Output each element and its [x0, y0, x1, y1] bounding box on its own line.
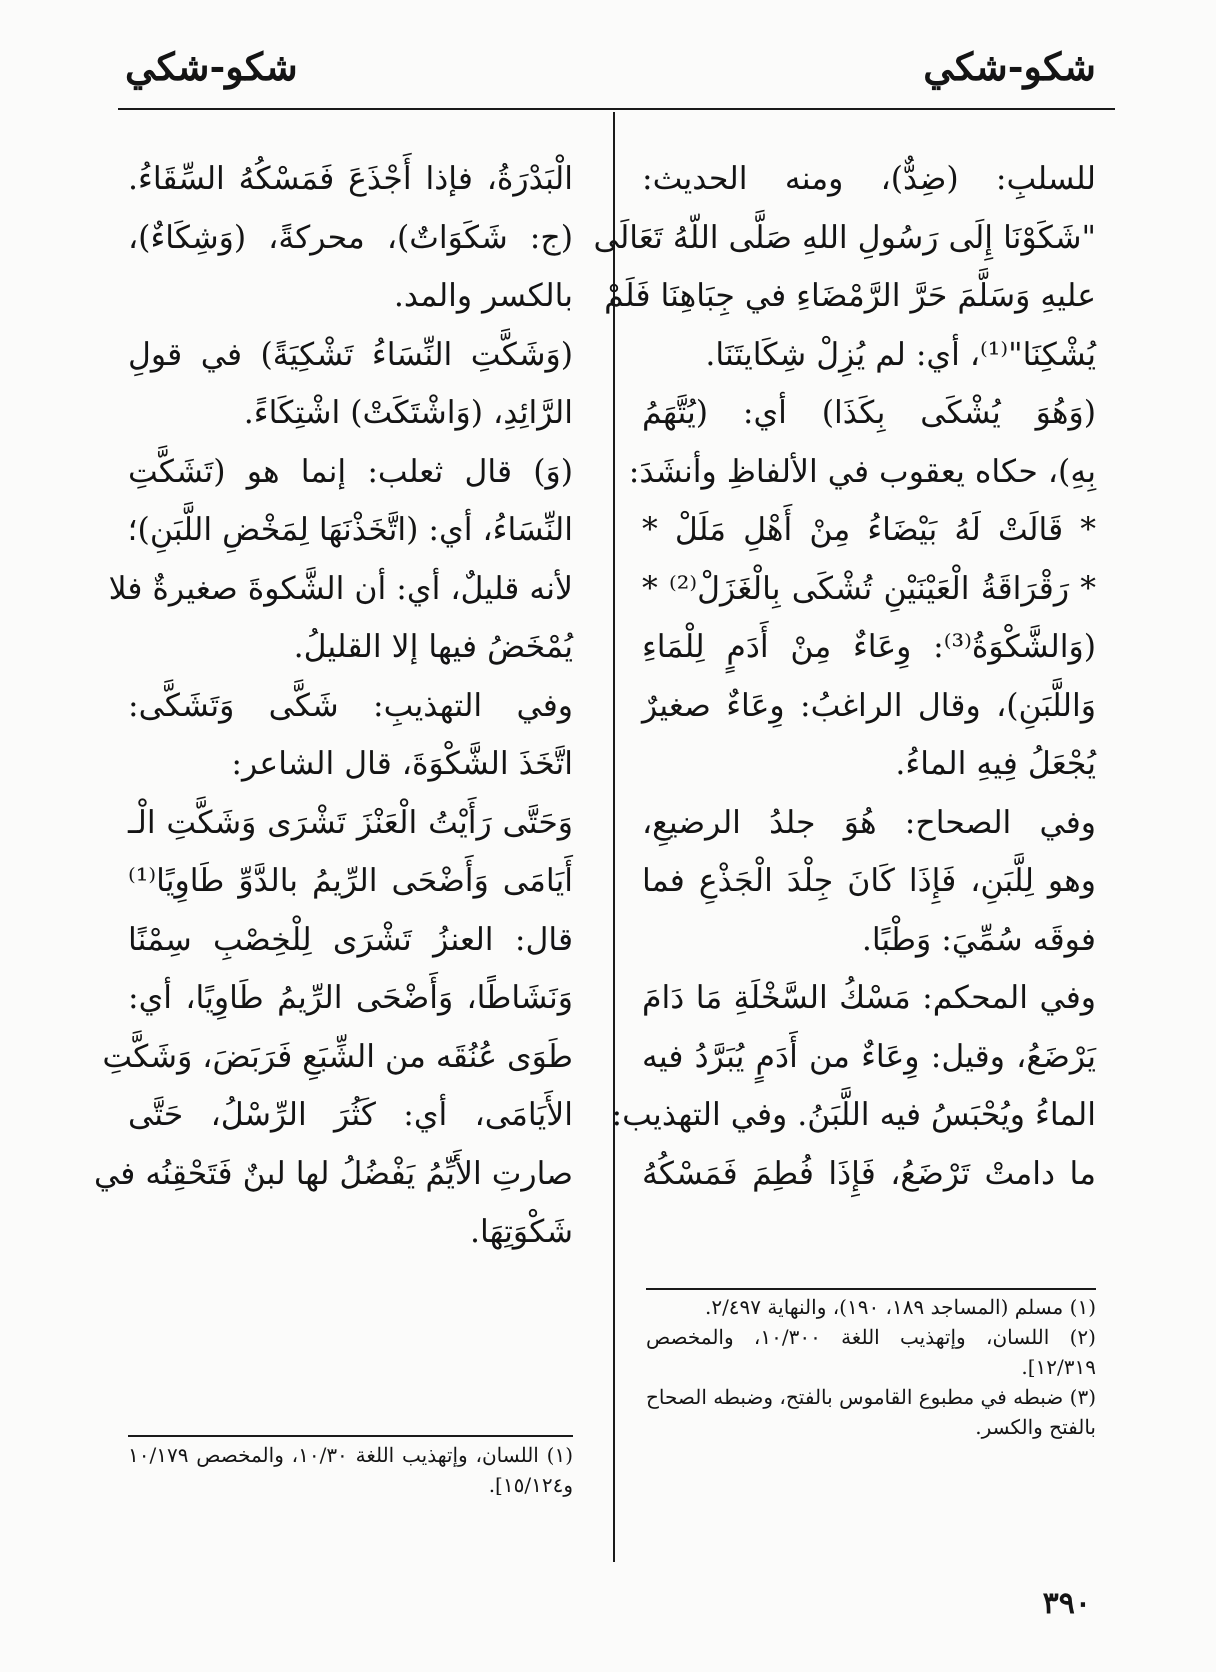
text-line: بالكسر والمد.	[393, 278, 573, 314]
text-line: يُجْعَلُ فِيهِ الماءُ.	[895, 746, 1096, 782]
text-line: يُمْخَضُ فيها إلا القليلُ.	[293, 629, 573, 665]
footnote: (٢) اللسان، وإتهذيب اللغة ١٠/٣٠٠، والمخصص ١٢/٣١٩].	[646, 1325, 1096, 1379]
running-head-left: شكو-شكي	[125, 44, 298, 89]
verse-line: وَحَتَّى رَأَيْتُ الْعَنْزَ تَشْرَى وَشَكَّتِ الْـ	[128, 804, 573, 841]
text-line: قال: العنزُ تَشْرَى لِلْخِصْبِ سِمْنًا	[128, 921, 573, 958]
page-number: ٣٩٠	[1042, 1586, 1091, 1621]
footnotes-left	[128, 1440, 573, 1500]
footnote-rule-left	[128, 1435, 573, 1437]
text-line: لأنه قليلٌ، أي: أن الشَّكوةَ صغيرةٌ فلا	[108, 570, 573, 607]
text-line: الرَّائِدِ، (وَاشْتَكَتْ) اشْتِكَاءً.	[243, 395, 573, 431]
text-line: للسلبِ: (ضِدٌّ)، ومنه الحديث:	[642, 161, 1096, 197]
text-line: يُشْكِنَا"⁽¹⁾، أي: لم يُزِلْ شِكَايتَنَا.	[705, 336, 1096, 373]
text-line: وفي الصحاح: هُوَ جلدُ الرضيعِ،	[642, 804, 1096, 841]
left-column	[94, 150, 573, 1262]
footnote-rule-right	[646, 1288, 1096, 1290]
verse-line: * قَالَتْ لَهُ بَيْضَاءُ مِنْ أَهْلِ مَلَلْ *	[642, 512, 1096, 548]
footnote: (١) اللسان، وإتهذيب اللغة ١٠/٣٠، والمخصص ١٠/١٧٩ و١٥/١٢٤].	[128, 1443, 573, 1497]
text-line: وفي التهذيبِ: شَكَّى وَتَشَكَّى:	[128, 687, 573, 724]
text-line: "شَكَوْنَا إِلَى رَسُولِ اللهِ صَلَّى اللّهُ تَعَالَى	[593, 219, 1096, 256]
text-line: وفي المحكم: مَسْكُ السَّخْلَةِ مَا دَامَ	[642, 980, 1096, 1016]
right-column	[593, 150, 1097, 1203]
footnote: (١) مسلم (المساجد ١٨٩، ١٩٠)، والنهاية ٢/٤٩٧.	[704, 1295, 1096, 1319]
footnote: (٣) ضبطه في مطبوع القاموس بالفتح، وضبطه الصحاح بالفتح والكسر.	[646, 1385, 1096, 1439]
text-line: اتَّخَذَ الشَّكْوَةَ، قال الشاعر:	[231, 746, 573, 782]
text-line: (وَهُوَ يُشْكَى بِكَذَا) أي: (يُتَّهَمُ	[642, 395, 1096, 431]
text-line: (وَالشَّكْوَةُ⁽³⁾: وِعَاءٌ مِنْ أَدَمٍ لِلْمَاءِ	[642, 629, 1096, 665]
text-line: (وَشَكَّتِ النِّسَاءُ تَشْكِيَةً) في قولِ	[128, 336, 573, 373]
text-line: النِّسَاءُ، أي: (اتَّخَذْنَهَا لِمَخْضِ اللَّبَنِ)؛	[127, 512, 573, 548]
verse-line: أَيَامَى وَأَضْحَى الرِّيمُ بالدَّوِّ طَاوِيًا⁽¹⁾	[128, 863, 573, 899]
text-line: طَوَى عُنُقَه من الشِّبَعِ فَرَبَضَ، وَشَكَّتِ	[102, 1038, 573, 1075]
running-head-right: شكو-شكي	[923, 44, 1096, 89]
text-line: صارتِ الأَيِّمُ يَفْضُلُ لها لبنٌ فَتَحْقِنُه في	[94, 1155, 573, 1192]
text-line: (وَ) قال ثعلب: إنما هو (تَشَكَّتِ	[128, 453, 573, 490]
text-line: وهو لِلَّبَنِ، فَإِذَا كَانَ جِلْدَ الْجَذْعِ فما	[642, 863, 1096, 899]
text-line: يَرْضَعُ، وقيل: وِعَاءٌ من أَدَمٍ يُبَرَّدُ فيه	[642, 1038, 1096, 1075]
text-line: شَكْوَتِهَا.	[470, 1214, 573, 1250]
text-line: ما دامتْ تَرْضَعُ، فَإِذَا فُطِمَ فَمَسْكُهُ	[642, 1155, 1096, 1192]
text-line: الْبَدْرَةُ، فإذا أَجْذَعَ فَمَسْكُهُ السِّقَاءُ.	[128, 161, 573, 197]
text-line: فوقَه سُمِّيَ: وَطْبًا.	[861, 921, 1096, 958]
text-line: الأَيَامَى، أي: كَثُرَ الرِّسْلُ، حَتَّى	[128, 1097, 573, 1133]
text-line: وَاللَّبَنِ)، وقال الراغبُ: وِعَاءٌ صغيرٌ	[642, 687, 1096, 724]
text-line: عليهِ وَسَلَّمَ حَرَّ الرَّمْضَاءِ في جِبَاهِنَا فَلَمْ	[604, 278, 1096, 314]
verse-line: * رَقْرَاقَةُ الْعَيْنَيْنِ تُشْكَى بِالْغَزَلْ⁽²⁾ *	[642, 570, 1097, 607]
text-line: الماءُ ويُحْبَسُ فيه اللَّبَنُ. وفي التهذيب:	[611, 1097, 1096, 1133]
text-line: وَنَشَاطًا، وَأَضْحَى الرِّيمُ طَاوِيًا، أي:	[128, 980, 573, 1016]
text-line: بِهِ)، حكاه يعقوب في الألفاظِ وأنشَدَ:	[628, 453, 1096, 490]
footnotes-right	[646, 1292, 1096, 1442]
text-line: (ج: شَكَوَاتٌ)، محركةً، (وَشِكَاءٌ)،	[128, 219, 573, 256]
column-divider	[613, 112, 615, 1562]
header-rule	[118, 108, 1115, 110]
